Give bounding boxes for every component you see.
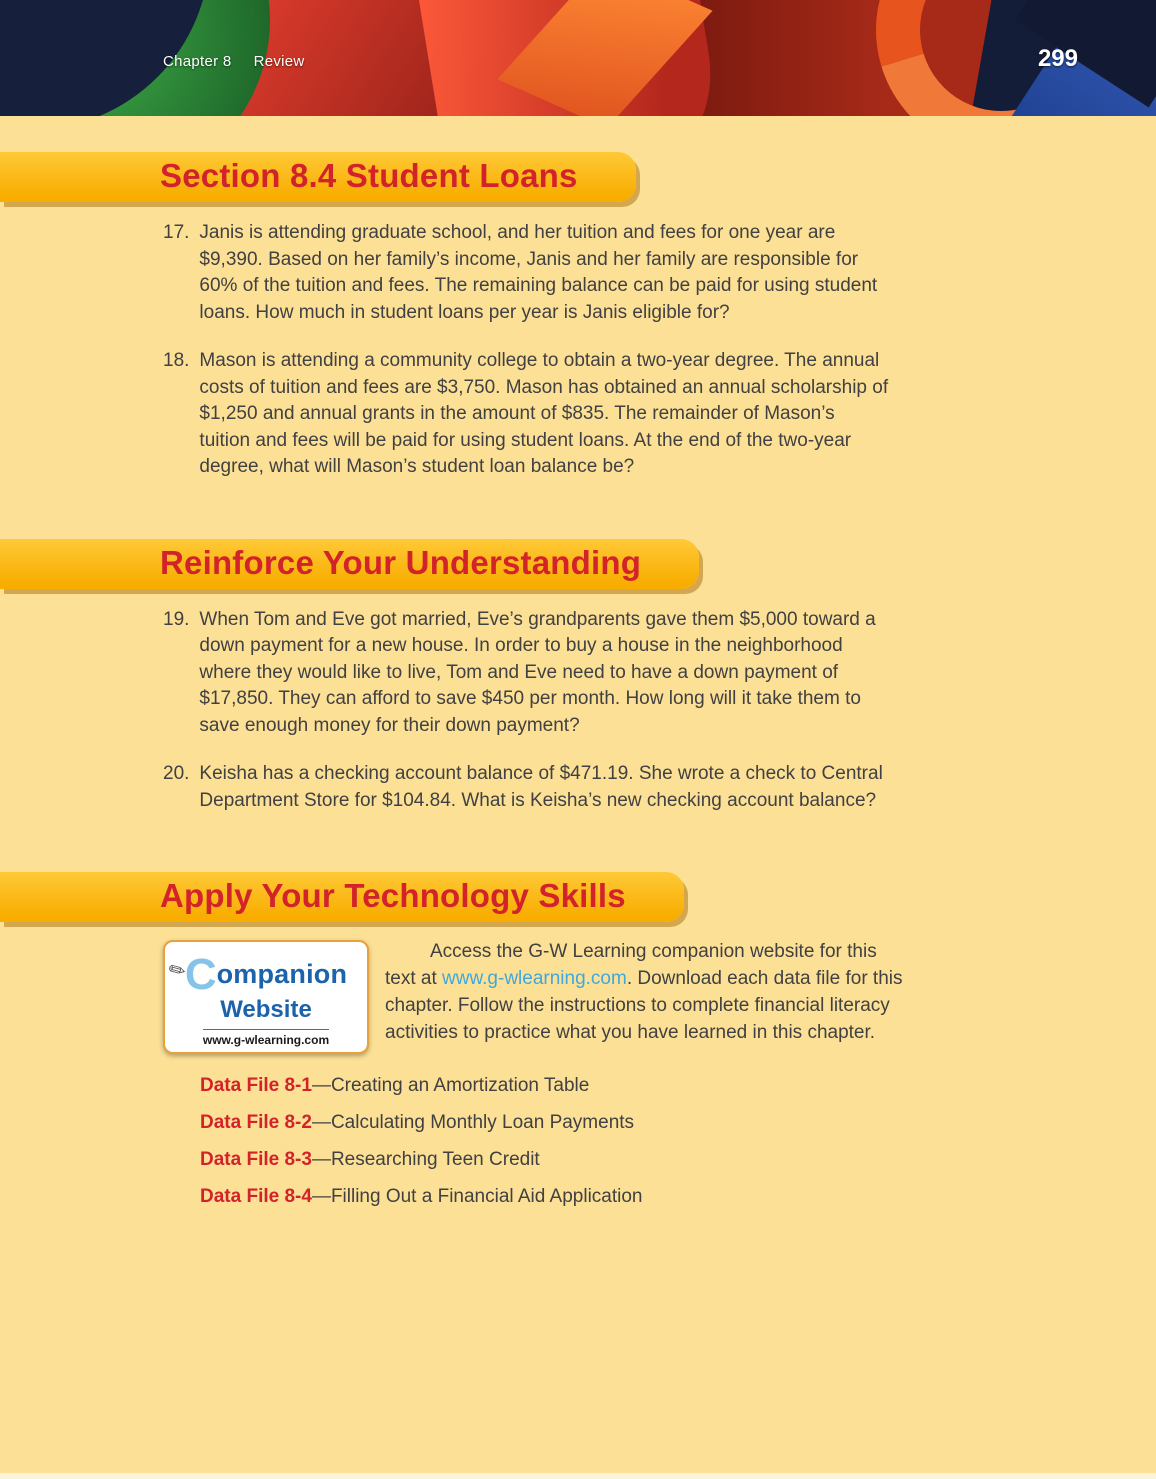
companion-website-logo — [163, 940, 369, 1054]
section-apply-technology — [0, 836, 1156, 1207]
running-head-section: Review — [253, 53, 305, 70]
section-title: Section 8.4 Student Loans — [160, 157, 578, 194]
data-file-item — [200, 1113, 905, 1133]
companion-logo-rest: ompanion — [216, 959, 348, 989]
section-title: Reinforce Your Understanding — [160, 543, 642, 581]
chapter-opener-image — [0, 0, 1156, 116]
section-reinforce-understanding — [0, 503, 1156, 815]
data-file-item — [200, 1076, 905, 1096]
intro-text-before-link: Access the G-W Learning companion website for this text at — [385, 941, 877, 989]
problem-text: Janis is attending graduate school, and her tuition and fees for one year are $9,390. Based on her family’s income, Janis and her family are responsible for 60% of the tuition and fees. The remaining balance can be paid for using student loans. How much in student loans per year is Janis eligible for? — [199, 222, 878, 323]
running-head-chapter: Chapter 8 — [163, 53, 232, 70]
problem-item — [163, 220, 1156, 326]
page-number: 299 — [1037, 45, 1078, 72]
intro-text-after-link: . Download each data file for this chapter. Follow the instructions to complete financial literacy activities to practice what you have learned in this chapter. — [385, 968, 903, 1043]
problem-number: 19. — [163, 608, 190, 630]
section-title: Apply Your Technology Skills — [160, 877, 626, 914]
gw-learning-link[interactable]: www.g-wlearning.com — [442, 968, 627, 989]
problem-item — [163, 761, 1156, 814]
data-file-item — [200, 1187, 905, 1207]
problem-text: Mason is attending a community college to obtain a two-year degree. The annual costs of tuition and fees are $3,750. Mason has obtained an annual scholarship of $1,250 and annual grants in the amount of $835. The remainder of Mason’s tuition and fees will be paid for using student loans. At the end of the two-year degree, what will Mason’s student loan balance be? — [199, 350, 889, 477]
section-banner — [0, 539, 699, 589]
data-file-label: Data File 8-1 — [200, 1075, 312, 1096]
data-file-description: —Filling Out a Financial Aid Application — [311, 1186, 643, 1207]
problem-text: When Tom and Eve got married, Eve’s grandparents gave them $5,000 toward a down payment for a new house. In order to buy a house in the neighborhood where they would like to live, Tom and Eve need to have a down payment of $17,850. They can afford to save $450 per month. How long will it take them to save enough money for their down payment? — [199, 608, 876, 736]
data-file-label: Data File 8-4 — [200, 1186, 312, 1207]
page-bottom-edge — [0, 1473, 1156, 1479]
problem-number: 17. — [163, 222, 190, 243]
section-banner — [0, 152, 636, 202]
data-file-item — [200, 1150, 905, 1170]
running-head — [163, 53, 305, 70]
companion-logo-url: www.g-wlearning.com — [203, 1029, 329, 1047]
data-file-description: —Creating an Amortization Table — [311, 1075, 590, 1096]
data-file-label: Data File 8-3 — [200, 1149, 312, 1170]
pencil-icon: ✎ — [164, 957, 191, 985]
data-file-label: Data File 8-2 — [200, 1112, 312, 1133]
problem-item — [163, 607, 1156, 740]
problem-text: Keisha has a checking account balance of $471.19. She wrote a check to Central Department Store for $104.84. What is Keisha’s new checking account balance? — [199, 763, 883, 811]
problem-item — [163, 348, 1156, 481]
data-file-description: —Calculating Monthly Loan Payments — [311, 1112, 635, 1133]
problem-number: 20. — [163, 763, 190, 784]
section-student-loans — [0, 116, 1156, 481]
data-file-description: —Researching Teen Credit — [311, 1149, 540, 1170]
companion-logo-word — [164, 950, 348, 1000]
problem-number: 18. — [163, 350, 190, 371]
apply-body — [163, 938, 905, 1207]
data-file-list — [200, 1062, 905, 1207]
companion-logo-website: Website — [220, 996, 312, 1023]
section-banner — [0, 872, 684, 922]
companion-logo-initial: C — [184, 950, 217, 999]
